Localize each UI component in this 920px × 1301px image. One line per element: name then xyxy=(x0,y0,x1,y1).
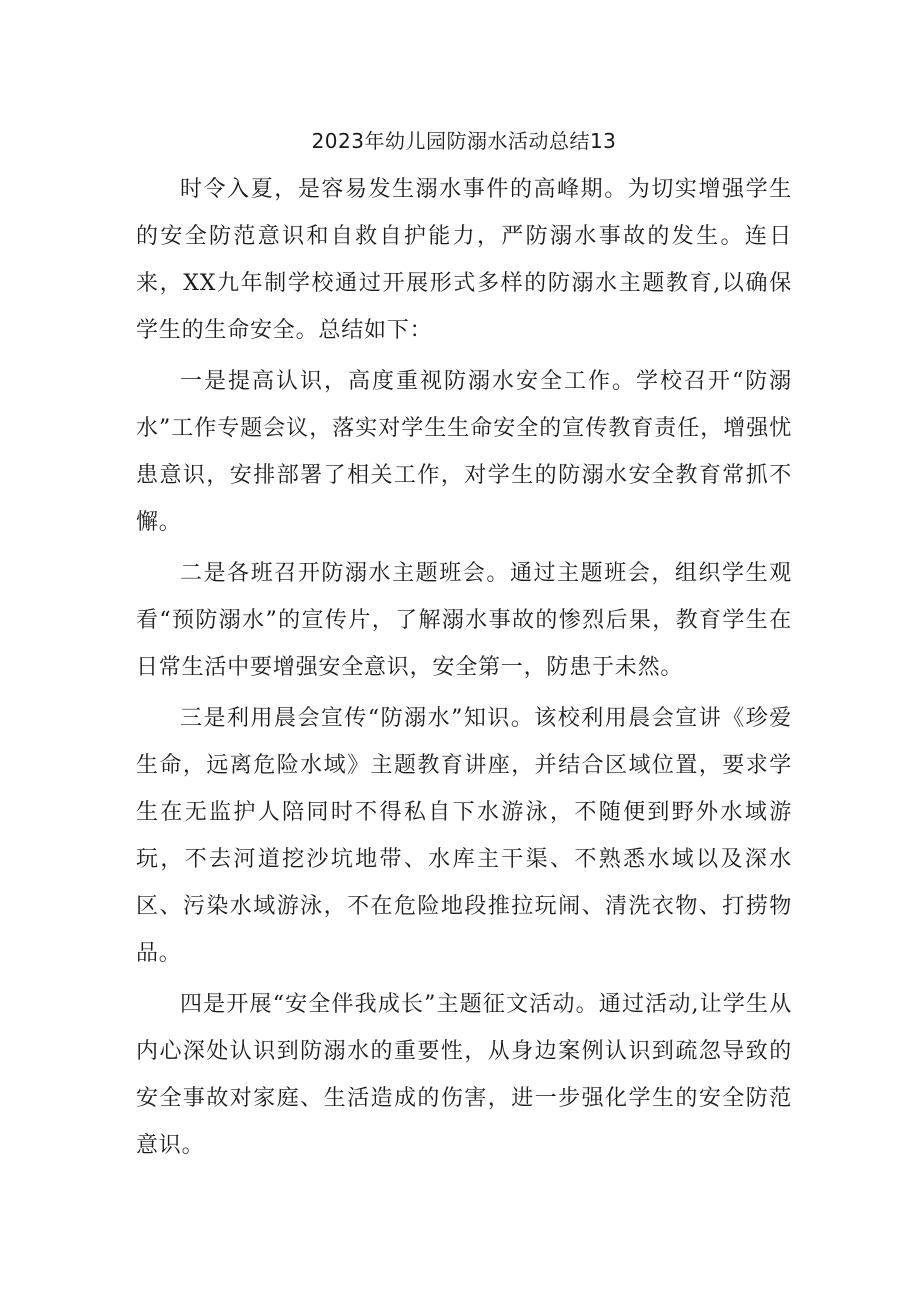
document-page xyxy=(136,122,792,1173)
paragraph-point-2: 二是各班召开防溺水主题班会。通过主题班会，组织学生观看“预防溺水”的宣传片，了解溺水事故的惨烈后果，教育学生在日常生活中要增强安全意识，安全第一，防患于未然。 xyxy=(136,561,792,680)
paragraph-intro: 时令入夏，是容易发生溺水事件的高峰期。为切实增强学生的安全防范意识和自救自护能力，严防溺水事故的发生。连日来，XX九年制学校通过开展形式多样的防溺水主题教育,以确保学生的生命安全。总结如下： xyxy=(136,177,792,343)
paragraph-point-1: 一是提高认识，高度重视防溺水安全工作。学校召开“防溺水”工作专题会议，落实对学生生命安全的宣传教育责任，增强忧患意识，安排部署了相关工作，对学生的防溺水安全教育常抓不懈。 xyxy=(136,369,792,535)
paragraph-point-3: 三是利用晨会宣传“防溺水”知识。该校利用晨会宣讲《珍爱生命，远离危险水域》主题教育讲座，并结合区域位置，要求学生在无监护人陪同时不得私自下水游泳，不随便到野外水域游玩，不去河道挖沙坑地带、水库主干渠、不熟悉水域以及深水区、污染水域游泳，不在危险地段推拉玩闹、清洗衣物、打捞物品。 xyxy=(136,706,792,966)
document-title: 2023年幼儿园防溺水活动总结13 xyxy=(311,129,617,153)
paragraph-point-4: 四是开展“安全伴我成长”主题征文活动。通过活动,让学生从内心深处认识到防溺水的重要性，从身边案例认识到疏忽导致的安全事故对家庭、生活造成的伤害，进一步强化学生的安全防范意识。 xyxy=(136,992,792,1158)
